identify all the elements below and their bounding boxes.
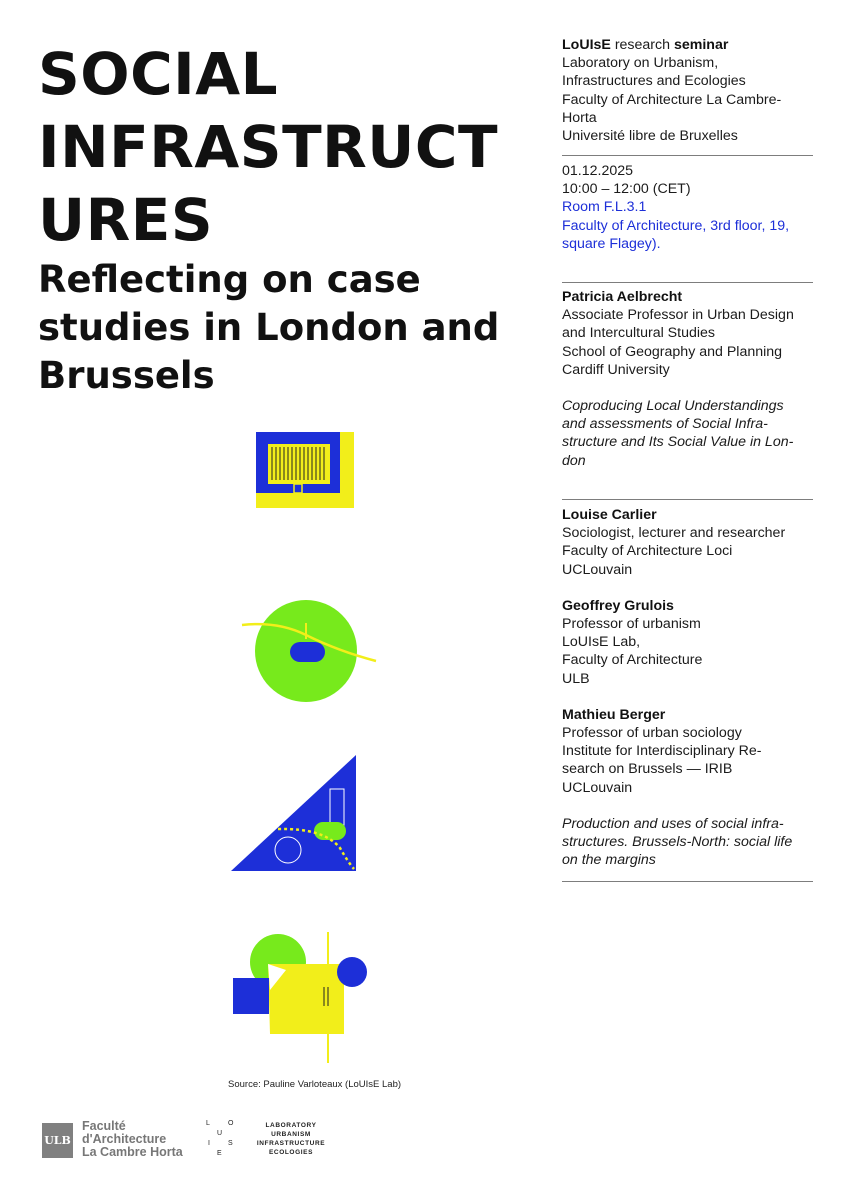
speaker-line: Faculty of Architecture xyxy=(562,652,703,669)
talk-title-line: Coproducing Local Understandings xyxy=(562,398,784,415)
speaker-name: Mathieu Berger xyxy=(562,706,666,723)
building-illustration xyxy=(250,428,360,514)
event-room: Room F.L.3.1 xyxy=(562,199,647,216)
louise-letter: S xyxy=(228,1140,233,1147)
louise-letter: O xyxy=(228,1120,234,1127)
louise-logo xyxy=(206,1120,240,1160)
divider xyxy=(562,499,813,500)
speaker-line: Professor of urbanism xyxy=(562,616,701,633)
speaker-name: Patricia Aelbrecht xyxy=(562,289,683,305)
event-info xyxy=(562,162,812,253)
talk-title-line: structures. Brussels-North: social life xyxy=(562,834,793,851)
divider xyxy=(562,282,813,283)
triangle-site-illustration xyxy=(228,752,360,874)
speaker-line: and Intercultural Studies xyxy=(562,325,716,342)
lab-line: URBANISM xyxy=(271,1131,311,1138)
lab-line: INFRASTRUCTURE xyxy=(256,1140,326,1147)
talk-title-line: on the margins xyxy=(562,852,656,869)
speaker-line: Professor of urban sociology xyxy=(562,725,742,742)
subtitle-line: Reflecting on case xyxy=(38,258,421,301)
seminar-line: Laboratory on Urbanism, xyxy=(562,55,719,72)
talk-title-line: structure and Its Social Value in Lon- xyxy=(562,434,794,451)
divider xyxy=(562,155,813,156)
talk-title-line: don xyxy=(562,452,586,469)
title-line: SOCIAL xyxy=(38,40,279,108)
speaker-line: search on Brussels — IRIB xyxy=(562,761,733,778)
seminar-line: Horta xyxy=(562,109,597,126)
ulb-logo-text: ULB xyxy=(44,1134,71,1147)
title-line: INFRASTRUCT xyxy=(38,113,499,181)
speaker-line: Sociologist, lecturer and researcher xyxy=(562,525,786,542)
talk-title-line: Production and uses of social infra- xyxy=(562,815,784,832)
faculty-line: Faculté xyxy=(82,1119,126,1133)
laboratory-logo-text xyxy=(256,1121,326,1157)
lab-line: ECOLOGIES xyxy=(268,1149,314,1156)
ulb-logo xyxy=(42,1123,73,1158)
event-date: 01.12.2025 xyxy=(562,163,634,179)
speaker-name: Louise Carlier xyxy=(562,507,657,523)
faculty-line: La Cambre Horta xyxy=(82,1145,183,1159)
composition-illustration xyxy=(228,930,373,1065)
speaker-aelbrecht xyxy=(562,288,812,470)
lab-line: LABORATORY xyxy=(265,1122,317,1129)
seminar-line: Université libre de Bruxelles xyxy=(562,128,738,145)
louise-letter: E xyxy=(217,1150,222,1157)
louise-letter: I xyxy=(208,1140,210,1147)
speaker-name: Geoffrey Grulois xyxy=(562,597,674,614)
title-line: URES xyxy=(38,186,214,254)
divider xyxy=(562,881,813,882)
speaker-line: LoUIsE Lab, xyxy=(562,634,641,651)
image-source-caption: Source: Pauline Varloteaux (LoUIsE Lab) xyxy=(228,1079,402,1090)
louise-letter: U xyxy=(217,1130,223,1137)
talk-title-line: and assessments of Social Infra- xyxy=(562,416,768,433)
louise-letter: L xyxy=(206,1120,210,1127)
event-location-line: square Flagey). xyxy=(562,235,661,252)
faculty-line: d'Architecture xyxy=(82,1132,167,1146)
event-time: 10:00 – 12:00 (CET) xyxy=(562,181,691,198)
speaker-line: School of Geography and Planning xyxy=(562,343,783,360)
seminar-bold-2: seminar xyxy=(673,37,729,53)
seminar-line: Faculty of Architecture La Cambre- xyxy=(562,91,782,108)
page-subtitle xyxy=(38,256,548,400)
event-location-line: Faculty of Architecture, 3rd floor, 19, xyxy=(562,217,790,234)
park-illustration xyxy=(238,595,383,707)
seminar-info xyxy=(562,36,812,145)
page-title xyxy=(38,38,538,257)
seminar-heading xyxy=(562,36,812,54)
speaker-line: Institute for Interdisciplinary Re- xyxy=(562,743,762,760)
seminar-mid: research xyxy=(610,37,674,53)
speaker-line: Faculty of Architecture Loci xyxy=(562,543,733,560)
seminar-line: Infrastructures and Ecologies xyxy=(562,73,746,90)
subtitle-line: Brussels xyxy=(38,354,215,397)
speaker-line: ULB xyxy=(562,670,590,687)
faculty-logo-text xyxy=(82,1120,183,1159)
speaker-line: Cardiff University xyxy=(562,361,670,378)
speaker-line: UCLouvain xyxy=(562,561,633,578)
speaker-line: Associate Professor in Urban Design xyxy=(562,307,794,324)
seminar-bold-1: LoUIsE xyxy=(562,37,611,53)
speakers-panel xyxy=(562,506,812,869)
speaker-line: UCLouvain xyxy=(562,779,633,796)
subtitle-line: studies in London and xyxy=(38,306,500,349)
